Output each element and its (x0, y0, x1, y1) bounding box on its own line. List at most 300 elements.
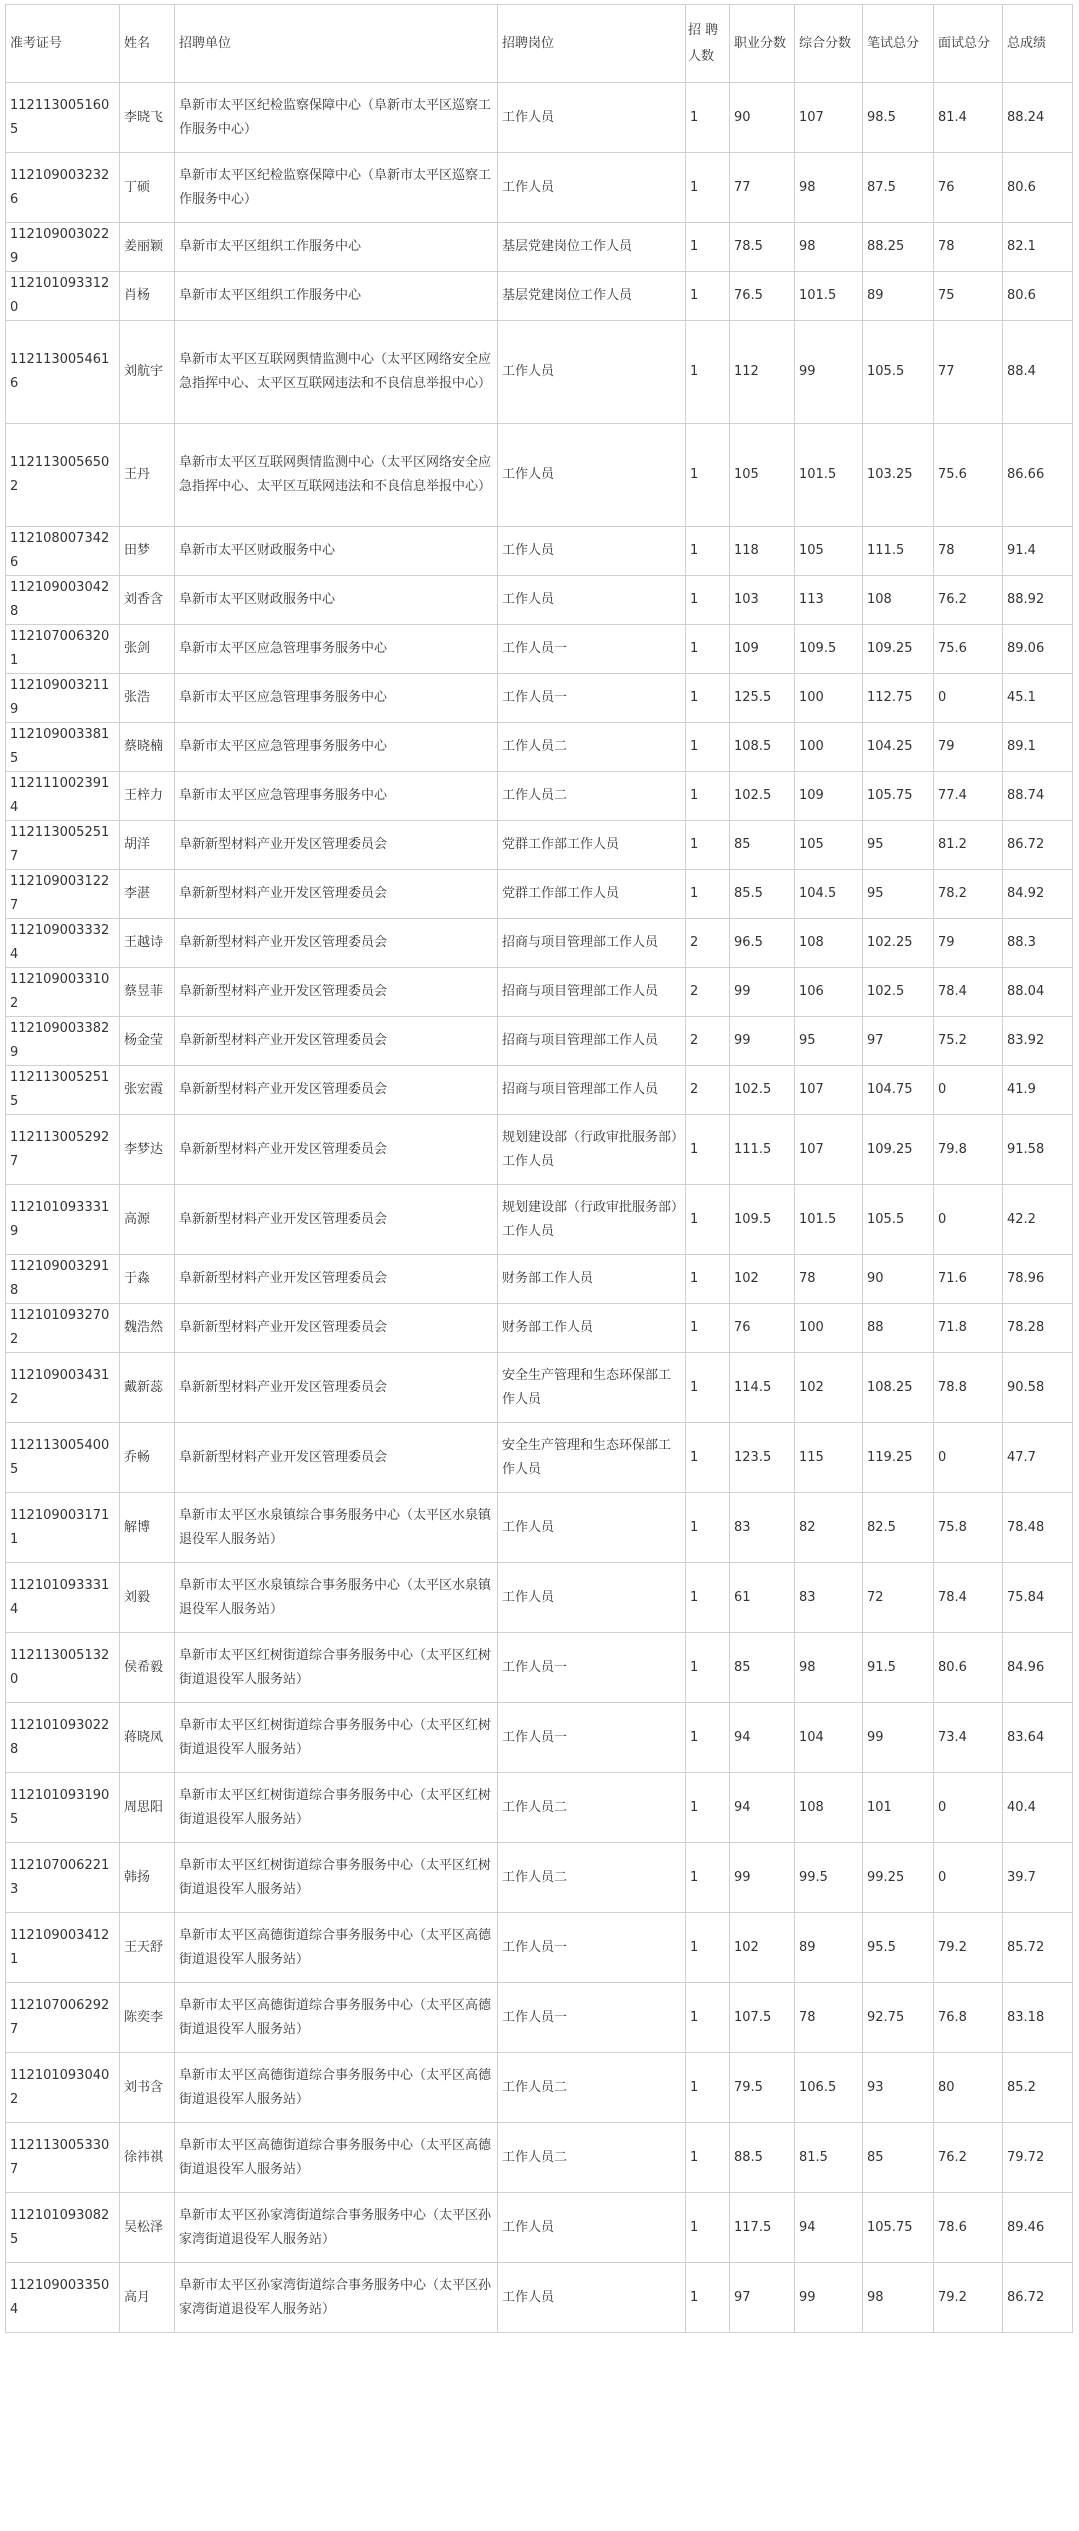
cell-name: 张宏霞 (120, 1066, 175, 1115)
cell-unit: 阜新市太平区应急管理事务服务中心 (175, 723, 498, 772)
cell-unit: 阜新市太平区孙家湾街道综合事务服务中心（太平区孙家湾街道退役军人服务站） (175, 2193, 498, 2263)
table-row (6, 1913, 1073, 1983)
cell-position: 工作人员 (498, 321, 686, 424)
table-row (6, 223, 1073, 272)
cell-professional-score: 108.5 (730, 723, 795, 772)
cell-name: 刘毅 (120, 1563, 175, 1633)
cell-comprehensive-score: 101.5 (795, 272, 863, 321)
cell-position: 工作人员一 (498, 625, 686, 674)
cell-total-score: 91.4 (1003, 527, 1073, 576)
header-professional-score: 职业分数 (730, 5, 795, 83)
cell-interview-total: 75 (934, 272, 1003, 321)
cell-count: 1 (686, 321, 730, 424)
cell-name: 魏浩然 (120, 1304, 175, 1353)
cell-comprehensive-score: 115 (795, 1423, 863, 1493)
cell-interview-total: 0 (934, 1066, 1003, 1115)
cell-interview-total: 76.2 (934, 576, 1003, 625)
cell-comprehensive-score: 106 (795, 968, 863, 1017)
cell-interview-total: 78.4 (934, 1563, 1003, 1633)
table-row (6, 625, 1073, 674)
cell-count: 1 (686, 674, 730, 723)
cell-position: 党群工作部工作人员 (498, 870, 686, 919)
cell-unit: 阜新市太平区纪检监察保障中心（阜新市太平区巡察工作服务中心） (175, 153, 498, 223)
cell-interview-total: 76 (934, 153, 1003, 223)
cell-name: 张浩 (120, 674, 175, 723)
cell-position: 工作人员二 (498, 772, 686, 821)
table-row (6, 870, 1073, 919)
cell-comprehensive-score: 78 (795, 1983, 863, 2053)
cell-total-score: 45.1 (1003, 674, 1073, 723)
cell-professional-score: 109.5 (730, 1185, 795, 1255)
table-row (6, 1017, 1073, 1066)
cell-professional-score: 102 (730, 1255, 795, 1304)
cell-position: 工作人员二 (498, 1843, 686, 1913)
cell-count: 1 (686, 1304, 730, 1353)
cell-unit: 阜新市太平区红树街道综合事务服务中心（太平区红树街道退役军人服务站） (175, 1633, 498, 1703)
cell-name: 王梓力 (120, 772, 175, 821)
cell-exam-id: 1121130054616 (6, 321, 120, 424)
cell-position: 工作人员一 (498, 1913, 686, 1983)
cell-name: 陈奕李 (120, 1983, 175, 2053)
cell-name: 王天舒 (120, 1913, 175, 1983)
cell-total-score: 88.24 (1003, 83, 1073, 153)
cell-unit: 阜新市太平区财政服务中心 (175, 527, 498, 576)
cell-interview-total: 80 (934, 2053, 1003, 2123)
cell-count: 1 (686, 1983, 730, 2053)
cell-professional-score: 114.5 (730, 1353, 795, 1423)
cell-written-total: 108 (863, 576, 934, 625)
cell-professional-score: 85 (730, 821, 795, 870)
cell-count: 1 (686, 424, 730, 527)
cell-position: 招商与项目管理部工作人员 (498, 1066, 686, 1115)
cell-position: 招商与项目管理部工作人员 (498, 919, 686, 968)
cell-unit: 阜新市太平区组织工作服务中心 (175, 223, 498, 272)
cell-position: 工作人员 (498, 153, 686, 223)
cell-exam-id: 1121090033324 (6, 919, 120, 968)
cell-interview-total: 79.2 (934, 1913, 1003, 1983)
cell-total-score: 78.96 (1003, 1255, 1073, 1304)
cell-total-score: 90.58 (1003, 1353, 1073, 1423)
cell-professional-score: 99 (730, 1017, 795, 1066)
cell-name: 蒋晓凤 (120, 1703, 175, 1773)
cell-written-total: 95.5 (863, 1913, 934, 1983)
cell-exam-id: 1121110023914 (6, 772, 120, 821)
cell-unit: 阜新市太平区互联网舆情监测中心（太平区网络安全应急指挥中心、太平区互联网违法和不良信息举报中心） (175, 424, 498, 527)
cell-count: 1 (686, 2263, 730, 2333)
cell-written-total: 93 (863, 2053, 934, 2123)
cell-count: 1 (686, 1563, 730, 1633)
cell-professional-score: 123.5 (730, 1423, 795, 1493)
cell-position: 招商与项目管理部工作人员 (498, 968, 686, 1017)
cell-written-total: 104.75 (863, 1066, 934, 1115)
cell-count: 1 (686, 223, 730, 272)
cell-unit: 阜新市太平区组织工作服务中心 (175, 272, 498, 321)
table-row (6, 272, 1073, 321)
cell-written-total: 105.5 (863, 321, 934, 424)
table-row (6, 153, 1073, 223)
cell-exam-id: 1121010933314 (6, 1563, 120, 1633)
cell-name: 刘航宇 (120, 321, 175, 424)
cell-position: 工作人员 (498, 2193, 686, 2263)
cell-professional-score: 94 (730, 1703, 795, 1773)
cell-interview-total: 75.8 (934, 1493, 1003, 1563)
cell-written-total: 105.75 (863, 2193, 934, 2263)
cell-name: 姜丽颖 (120, 223, 175, 272)
cell-written-total: 98.5 (863, 83, 934, 153)
cell-comprehensive-score: 78 (795, 1255, 863, 1304)
cell-written-total: 87.5 (863, 153, 934, 223)
header-total-score: 总成绩 (1003, 5, 1073, 83)
cell-professional-score: 85 (730, 1633, 795, 1703)
table-row (6, 1353, 1073, 1423)
cell-count: 1 (686, 527, 730, 576)
cell-position: 工作人员二 (498, 1773, 686, 1843)
cell-comprehensive-score: 94 (795, 2193, 863, 2263)
table-row (6, 321, 1073, 424)
cell-total-score: 80.6 (1003, 153, 1073, 223)
cell-written-total: 98 (863, 2263, 934, 2333)
table-row (6, 1304, 1073, 1353)
cell-count: 1 (686, 2123, 730, 2193)
cell-comprehensive-score: 107 (795, 83, 863, 153)
cell-professional-score: 117.5 (730, 2193, 795, 2263)
cell-count: 2 (686, 1017, 730, 1066)
cell-position: 工作人员一 (498, 1983, 686, 2053)
cell-unit: 阜新市太平区红树街道综合事务服务中心（太平区红树街道退役军人服务站） (175, 1703, 498, 1773)
cell-exam-id: 1121010930825 (6, 2193, 120, 2263)
table-row (6, 2193, 1073, 2263)
cell-count: 1 (686, 1703, 730, 1773)
cell-comprehensive-score: 100 (795, 723, 863, 772)
cell-position: 工作人员 (498, 2263, 686, 2333)
cell-unit: 阜新市太平区应急管理事务服务中心 (175, 674, 498, 723)
cell-total-score: 78.48 (1003, 1493, 1073, 1563)
cell-count: 1 (686, 1255, 730, 1304)
cell-interview-total: 81.2 (934, 821, 1003, 870)
cell-count: 1 (686, 772, 730, 821)
cell-exam-id: 1121130053307 (6, 2123, 120, 2193)
cell-professional-score: 83 (730, 1493, 795, 1563)
cell-unit: 阜新市太平区红树街道综合事务服务中心（太平区红树街道退役军人服务站） (175, 1843, 498, 1913)
cell-professional-score: 94 (730, 1773, 795, 1843)
cell-interview-total: 80.6 (934, 1633, 1003, 1703)
cell-total-score: 79.72 (1003, 2123, 1073, 2193)
cell-position: 党群工作部工作人员 (498, 821, 686, 870)
cell-interview-total: 75.6 (934, 625, 1003, 674)
cell-comprehensive-score: 98 (795, 223, 863, 272)
cell-unit: 阜新市太平区水泉镇综合事务服务中心（太平区水泉镇退役军人服务站） (175, 1493, 498, 1563)
cell-name: 高源 (120, 1185, 175, 1255)
header-interview-total: 面试总分 (934, 5, 1003, 83)
cell-count: 1 (686, 1773, 730, 1843)
table-row (6, 1255, 1073, 1304)
cell-total-score: 86.72 (1003, 2263, 1073, 2333)
cell-position: 工作人员二 (498, 2053, 686, 2123)
cell-name: 韩扬 (120, 1843, 175, 1913)
score-table (5, 4, 1073, 2333)
cell-count: 2 (686, 919, 730, 968)
cell-interview-total: 0 (934, 1423, 1003, 1493)
cell-unit: 阜新市太平区高德街道综合事务服务中心（太平区高德街道退役军人服务站） (175, 1913, 498, 1983)
cell-position: 招商与项目管理部工作人员 (498, 1017, 686, 1066)
cell-written-total: 102.25 (863, 919, 934, 968)
cell-exam-id: 1121010931905 (6, 1773, 120, 1843)
header-position: 招聘岗位 (498, 5, 686, 83)
cell-unit: 阜新市太平区财政服务中心 (175, 576, 498, 625)
cell-comprehensive-score: 109.5 (795, 625, 863, 674)
cell-interview-total: 78.2 (934, 870, 1003, 919)
cell-unit: 阜新市太平区孙家湾街道综合事务服务中心（太平区孙家湾街道退役军人服务站） (175, 2263, 498, 2333)
cell-interview-total: 78 (934, 223, 1003, 272)
cell-exam-id: 1121090033504 (6, 2263, 120, 2333)
cell-comprehensive-score: 107 (795, 1115, 863, 1185)
cell-comprehensive-score: 83 (795, 1563, 863, 1633)
cell-exam-id: 1121070062213 (6, 1843, 120, 1913)
cell-unit: 阜新新型材料产业开发区管理委员会 (175, 1017, 498, 1066)
table-row (6, 2263, 1073, 2333)
cell-name: 戴新蕊 (120, 1353, 175, 1423)
cell-total-score: 42.2 (1003, 1185, 1073, 1255)
cell-unit: 阜新市太平区水泉镇综合事务服务中心（太平区水泉镇退役军人服务站） (175, 1563, 498, 1633)
cell-written-total: 111.5 (863, 527, 934, 576)
table-row (6, 576, 1073, 625)
cell-name: 高月 (120, 2263, 175, 2333)
cell-name: 乔畅 (120, 1423, 175, 1493)
cell-position: 工作人员二 (498, 723, 686, 772)
cell-position: 工作人员二 (498, 2123, 686, 2193)
cell-comprehensive-score: 95 (795, 1017, 863, 1066)
cell-name: 刘书含 (120, 2053, 175, 2123)
cell-position: 工作人员 (498, 527, 686, 576)
cell-professional-score: 105 (730, 424, 795, 527)
cell-name: 田梦 (120, 527, 175, 576)
cell-total-score: 88.92 (1003, 576, 1073, 625)
cell-professional-score: 112 (730, 321, 795, 424)
cell-written-total: 72 (863, 1563, 934, 1633)
cell-written-total: 119.25 (863, 1423, 934, 1493)
cell-comprehensive-score: 82 (795, 1493, 863, 1563)
cell-written-total: 104.25 (863, 723, 934, 772)
cell-position: 工作人员 (498, 424, 686, 527)
cell-interview-total: 0 (934, 1185, 1003, 1255)
table-row (6, 674, 1073, 723)
cell-name: 李梦达 (120, 1115, 175, 1185)
cell-professional-score: 109 (730, 625, 795, 674)
table-row (6, 1983, 1073, 2053)
cell-interview-total: 81.4 (934, 83, 1003, 153)
cell-total-score: 85.2 (1003, 2053, 1073, 2123)
cell-position: 基层党建岗位工作人员 (498, 223, 686, 272)
cell-total-score: 83.18 (1003, 1983, 1073, 2053)
cell-comprehensive-score: 99 (795, 2263, 863, 2333)
cell-position: 工作人员 (498, 1493, 686, 1563)
cell-written-total: 88 (863, 1304, 934, 1353)
cell-exam-id: 1121130056502 (6, 424, 120, 527)
cell-name: 杨金莹 (120, 1017, 175, 1066)
cell-exam-id: 1121080073426 (6, 527, 120, 576)
cell-exam-id: 1121010933319 (6, 1185, 120, 1255)
cell-professional-score: 102.5 (730, 1066, 795, 1115)
cell-position: 安全生产管理和生态环保部工作人员 (498, 1423, 686, 1493)
cell-comprehensive-score: 100 (795, 1304, 863, 1353)
cell-written-total: 105.75 (863, 772, 934, 821)
cell-count: 1 (686, 1185, 730, 1255)
cell-professional-score: 78.5 (730, 223, 795, 272)
cell-exam-id: 1121090031711 (6, 1493, 120, 1563)
cell-professional-score: 96.5 (730, 919, 795, 968)
cell-unit: 阜新市太平区应急管理事务服务中心 (175, 625, 498, 674)
cell-written-total: 95 (863, 870, 934, 919)
cell-total-score: 88.3 (1003, 919, 1073, 968)
cell-exam-id: 1121090033829 (6, 1017, 120, 1066)
cell-comprehensive-score: 89 (795, 1913, 863, 1983)
cell-total-score: 78.28 (1003, 1304, 1073, 1353)
cell-comprehensive-score: 105 (795, 821, 863, 870)
cell-written-total: 91.5 (863, 1633, 934, 1703)
cell-count: 1 (686, 723, 730, 772)
cell-comprehensive-score: 99.5 (795, 1843, 863, 1913)
table-row (6, 527, 1073, 576)
table-row (6, 83, 1073, 153)
cell-total-score: 88.74 (1003, 772, 1073, 821)
table-row (6, 919, 1073, 968)
cell-professional-score: 102.5 (730, 772, 795, 821)
header-exam-id: 准考证号 (6, 5, 120, 83)
cell-professional-score: 99 (730, 1843, 795, 1913)
cell-written-total: 99 (863, 1703, 934, 1773)
cell-interview-total: 78 (934, 527, 1003, 576)
header-written-total: 笔试总分 (863, 5, 934, 83)
cell-unit: 阜新新型材料产业开发区管理委员会 (175, 968, 498, 1017)
cell-written-total: 101 (863, 1773, 934, 1843)
cell-total-score: 83.92 (1003, 1017, 1073, 1066)
cell-total-score: 80.6 (1003, 272, 1073, 321)
cell-exam-id: 1121090031227 (6, 870, 120, 919)
cell-interview-total: 78.8 (934, 1353, 1003, 1423)
cell-comprehensive-score: 105 (795, 527, 863, 576)
cell-count: 1 (686, 870, 730, 919)
cell-exam-id: 1121130054005 (6, 1423, 120, 1493)
cell-unit: 阜新新型材料产业开发区管理委员会 (175, 1185, 498, 1255)
cell-exam-id: 1121090030428 (6, 576, 120, 625)
cell-total-score: 86.66 (1003, 424, 1073, 527)
cell-written-total: 99.25 (863, 1843, 934, 1913)
cell-count: 1 (686, 1423, 730, 1493)
cell-professional-score: 107.5 (730, 1983, 795, 2053)
cell-name: 胡洋 (120, 821, 175, 870)
table-row (6, 1843, 1073, 1913)
cell-written-total: 89 (863, 272, 934, 321)
cell-total-score: 39.7 (1003, 1843, 1073, 1913)
cell-exam-id: 1121090034312 (6, 1353, 120, 1423)
cell-written-total: 108.25 (863, 1353, 934, 1423)
cell-exam-id: 1121130051320 (6, 1633, 120, 1703)
cell-unit: 阜新新型材料产业开发区管理委员会 (175, 1066, 498, 1115)
cell-position: 工作人员 (498, 83, 686, 153)
cell-unit: 阜新新型材料产业开发区管理委员会 (175, 870, 498, 919)
cell-total-score: 75.84 (1003, 1563, 1073, 1633)
cell-written-total: 105.5 (863, 1185, 934, 1255)
cell-name: 肖杨 (120, 272, 175, 321)
table-row (6, 1773, 1073, 1843)
table-row (6, 1423, 1073, 1493)
cell-exam-id: 1121070062927 (6, 1983, 120, 2053)
cell-exam-id: 1121130052927 (6, 1115, 120, 1185)
cell-total-score: 89.1 (1003, 723, 1073, 772)
cell-professional-score: 61 (730, 1563, 795, 1633)
cell-interview-total: 78.6 (934, 2193, 1003, 2263)
cell-position: 财务部工作人员 (498, 1255, 686, 1304)
cell-total-score: 91.58 (1003, 1115, 1073, 1185)
cell-unit: 阜新市太平区互联网舆情监测中心（太平区网络安全应急指挥中心、太平区互联网违法和不良信息举报中心） (175, 321, 498, 424)
table-row (6, 821, 1073, 870)
cell-count: 1 (686, 1493, 730, 1563)
cell-total-score: 82.1 (1003, 223, 1073, 272)
cell-exam-id: 1121090033815 (6, 723, 120, 772)
cell-unit: 阜新市太平区高德街道综合事务服务中心（太平区高德街道退役军人服务站） (175, 2053, 498, 2123)
cell-unit: 阜新市太平区红树街道综合事务服务中心（太平区红树街道退役军人服务站） (175, 1773, 498, 1843)
table-row (6, 1185, 1073, 1255)
cell-total-score: 84.92 (1003, 870, 1073, 919)
cell-unit: 阜新市太平区应急管理事务服务中心 (175, 772, 498, 821)
cell-comprehensive-score: 98 (795, 153, 863, 223)
header-count: 招 聘 人数 (686, 5, 730, 83)
cell-interview-total: 77 (934, 321, 1003, 424)
cell-count: 1 (686, 1913, 730, 1983)
cell-interview-total: 0 (934, 1843, 1003, 1913)
cell-exam-id: 1121090030229 (6, 223, 120, 272)
header-comprehensive-score: 综合分数 (795, 5, 863, 83)
cell-total-score: 88.4 (1003, 321, 1073, 424)
cell-comprehensive-score: 101.5 (795, 1185, 863, 1255)
cell-count: 1 (686, 2193, 730, 2263)
cell-unit: 阜新新型材料产业开发区管理委员会 (175, 1255, 498, 1304)
cell-position: 规划建设部（行政审批服务部）工作人员 (498, 1185, 686, 1255)
cell-unit: 阜新市太平区高德街道综合事务服务中心（太平区高德街道退役军人服务站） (175, 1983, 498, 2053)
cell-interview-total: 76.8 (934, 1983, 1003, 2053)
cell-interview-total: 0 (934, 1773, 1003, 1843)
cell-written-total: 88.25 (863, 223, 934, 272)
cell-written-total: 82.5 (863, 1493, 934, 1563)
cell-count: 1 (686, 83, 730, 153)
cell-unit: 阜新新型材料产业开发区管理委员会 (175, 821, 498, 870)
cell-count: 2 (686, 968, 730, 1017)
cell-comprehensive-score: 109 (795, 772, 863, 821)
cell-total-score: 88.04 (1003, 968, 1073, 1017)
cell-written-total: 90 (863, 1255, 934, 1304)
cell-count: 1 (686, 1843, 730, 1913)
cell-count: 1 (686, 576, 730, 625)
cell-interview-total: 79 (934, 723, 1003, 772)
cell-exam-id: 1121130052515 (6, 1066, 120, 1115)
cell-unit: 阜新新型材料产业开发区管理委员会 (175, 1353, 498, 1423)
cell-position: 规划建设部（行政审批服务部）工作人员 (498, 1115, 686, 1185)
cell-exam-id: 1121010932702 (6, 1304, 120, 1353)
cell-unit: 阜新新型材料产业开发区管理委员会 (175, 1423, 498, 1493)
cell-comprehensive-score: 113 (795, 576, 863, 625)
cell-written-total: 112.75 (863, 674, 934, 723)
cell-exam-id: 1121090034121 (6, 1913, 120, 1983)
cell-interview-total: 79 (934, 919, 1003, 968)
cell-exam-id: 1121090032326 (6, 153, 120, 223)
header-name: 姓名 (120, 5, 175, 83)
cell-exam-id: 1121130051605 (6, 83, 120, 153)
cell-professional-score: 88.5 (730, 2123, 795, 2193)
table-row (6, 1493, 1073, 1563)
cell-name: 吴松泽 (120, 2193, 175, 2263)
cell-count: 1 (686, 153, 730, 223)
cell-comprehensive-score: 102 (795, 1353, 863, 1423)
